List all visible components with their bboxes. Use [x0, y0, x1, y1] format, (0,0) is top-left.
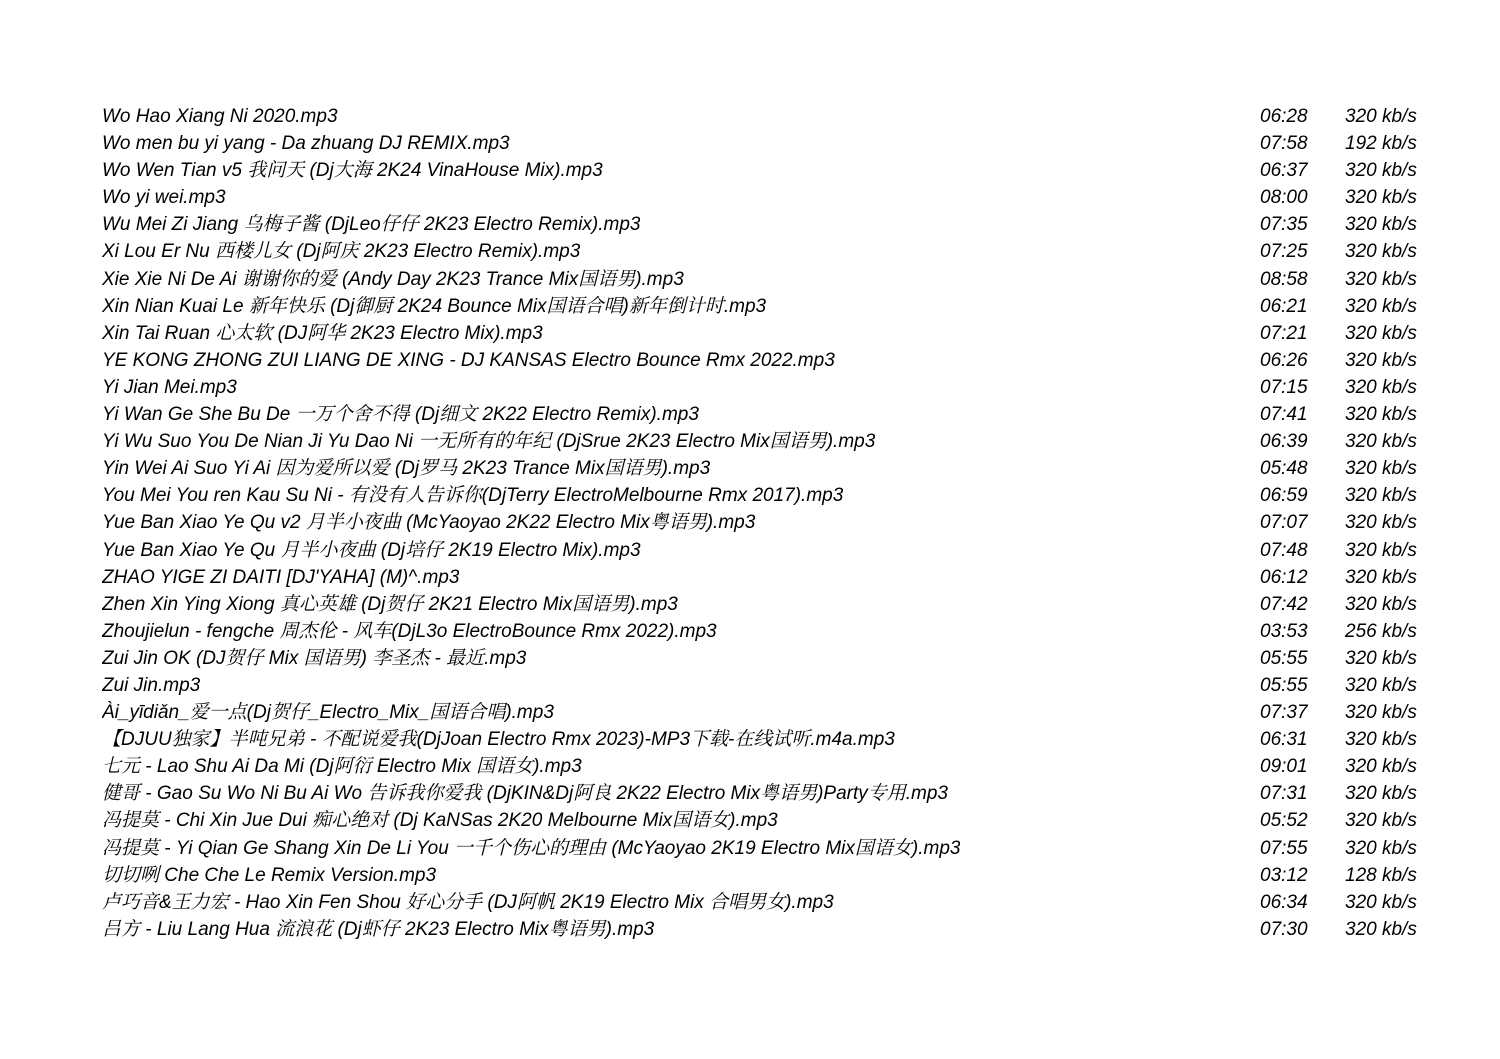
track-bitrate: 320 kb/s	[1345, 729, 1417, 751]
track-name: Xin Nian Kuai Le 新年快乐 (Dj御厨 2K24 Bounce Mix国语合唱)新年倒计时.mp3	[102, 295, 767, 317]
track-row	[102, 835, 1442, 862]
track-name: Xie Xie Ni De Ai 谢谢你的爱 (Andy Day 2K23 Trance Mix国语男).mp3	[102, 268, 684, 290]
track-duration: 07:55	[1260, 837, 1308, 859]
track-name: Zui Jin OK (DJ贺仔 Mix 国语男) 李圣杰 - 最近.mp3	[102, 647, 527, 669]
track-bitrate: 320 kb/s	[1345, 187, 1417, 209]
track-duration: 06:39	[1260, 431, 1308, 453]
track-name: 七元 - Lao Shu Ai Da Mi (Dj阿衍 Electro Mix 国语女).mp3	[102, 756, 582, 778]
track-name: Wo yi wei.mp3	[102, 187, 226, 209]
track-duration: 06:21	[1260, 295, 1308, 317]
track-duration: 06:37	[1260, 160, 1308, 182]
track-row	[102, 672, 1442, 699]
track-bitrate: 320 kb/s	[1345, 566, 1417, 588]
track-duration: 07:58	[1260, 133, 1308, 155]
track-name: 健哥 - Gao Su Wo Ni Bu Ai Wo 告诉我你爱我 (DjKIN&Dj阿良 2K22 Electro Mix粤语男)Party专用.mp3	[102, 783, 949, 805]
track-duration: 07:42	[1260, 593, 1308, 615]
track-name: Yin Wei Ai Suo Yi Ai 因为爱所以爱 (Dj罗马 2K23 Trance Mix国语男).mp3	[102, 458, 711, 480]
track-duration: 06:12	[1260, 566, 1308, 588]
track-bitrate: 320 kb/s	[1345, 241, 1417, 263]
track-duration: 05:55	[1260, 647, 1308, 669]
track-bitrate: 320 kb/s	[1345, 756, 1417, 778]
track-bitrate: 320 kb/s	[1345, 593, 1417, 615]
track-name: YE KONG ZHONG ZUI LIANG DE XING - DJ KANSAS Electro Bounce Rmx 2022.mp3	[102, 349, 835, 371]
track-duration: 07:35	[1260, 214, 1308, 236]
track-row	[102, 916, 1442, 943]
track-duration: 07:15	[1260, 376, 1308, 398]
track-duration: 06:59	[1260, 485, 1308, 507]
track-bitrate: 320 kb/s	[1345, 702, 1417, 724]
track-row	[102, 645, 1442, 672]
track-name: Yue Ban Xiao Ye Qu 月半小夜曲 (Dj培仔 2K19 Electro Mix).mp3	[102, 539, 641, 561]
track-name: Yi Jian Mei.mp3	[102, 376, 237, 398]
track-duration: 03:53	[1260, 620, 1308, 642]
track-row	[102, 211, 1442, 238]
track-row	[102, 780, 1442, 807]
track-duration: 05:48	[1260, 458, 1308, 480]
track-name: Zhoujielun - fengche 周杰伦 - 风车(DjL3o ElectroBounce Rmx 2022).mp3	[102, 620, 717, 642]
track-name: Yi Wu Suo You De Nian Ji Yu Dao Ni 一无所有的年纪 (DjSrue 2K23 Electro Mix国语男).mp3	[102, 431, 876, 453]
track-bitrate: 320 kb/s	[1345, 268, 1417, 290]
track-duration: 05:52	[1260, 810, 1308, 832]
track-duration: 06:26	[1260, 349, 1308, 371]
track-bitrate: 320 kb/s	[1345, 512, 1417, 534]
track-bitrate: 320 kb/s	[1345, 647, 1417, 669]
track-bitrate: 320 kb/s	[1345, 783, 1417, 805]
track-row	[102, 238, 1442, 265]
track-row	[102, 591, 1442, 618]
track-row	[102, 537, 1442, 564]
track-duration: 06:28	[1260, 106, 1308, 127]
track-bitrate: 320 kb/s	[1345, 485, 1417, 507]
track-bitrate: 128 kb/s	[1345, 864, 1417, 886]
track-duration: 07:41	[1260, 404, 1308, 426]
track-name: 卢巧音&王力宏 - Hao Xin Fen Shou 好心分手 (DJ阿帆 2K19 Electro Mix 合唱男女).mp3	[102, 891, 834, 913]
track-name: 冯提莫 - Yi Qian Ge Shang Xin De Li You 一千个伤心的理由 (McYaoyao 2K19 Electro Mix国语女).mp3	[102, 837, 961, 859]
track-duration: 07:30	[1260, 918, 1308, 940]
track-duration: 06:34	[1260, 891, 1308, 913]
track-duration: 07:48	[1260, 539, 1308, 561]
track-duration: 07:07	[1260, 512, 1308, 534]
track-duration: 07:31	[1260, 783, 1308, 805]
track-row	[102, 266, 1442, 293]
track-bitrate: 192 kb/s	[1345, 133, 1417, 155]
track-bitrate: 320 kb/s	[1345, 539, 1417, 561]
track-duration: 05:55	[1260, 674, 1308, 696]
track-name: Wu Mei Zi Jiang 乌梅子酱 (DjLeo仔仔 2K23 Electro Remix).mp3	[102, 214, 641, 236]
track-row	[102, 618, 1442, 645]
track-row	[102, 347, 1442, 374]
track-bitrate: 320 kb/s	[1345, 810, 1417, 832]
track-row	[102, 889, 1442, 916]
track-row	[102, 103, 1442, 130]
track-bitrate: 256 kb/s	[1345, 620, 1417, 642]
track-name: 吕方 - Liu Lang Hua 流浪花 (Dj虾仔 2K23 Electro Mix粤语男).mp3	[102, 918, 655, 940]
track-duration: 07:37	[1260, 702, 1308, 724]
track-row	[102, 807, 1442, 834]
track-duration: 06:31	[1260, 729, 1308, 751]
track-duration: 07:25	[1260, 241, 1308, 263]
track-name: You Mei You ren Kau Su Ni - 有没有人告诉你(DjTerry ElectroMelbourne Rmx 2017).mp3	[102, 485, 844, 507]
track-row	[102, 482, 1442, 509]
track-name: Xi Lou Er Nu 西楼儿女 (Dj阿庆 2K23 Electro Remix).mp3	[102, 241, 581, 263]
track-bitrate: 320 kb/s	[1345, 322, 1417, 344]
track-name: Wo Wen Tian v5 我问天 (Dj大海 2K24 VinaHouse Mix).mp3	[102, 160, 603, 182]
track-bitrate: 320 kb/s	[1345, 891, 1417, 913]
track-duration: 08:58	[1260, 268, 1308, 290]
track-row	[102, 862, 1442, 889]
track-duration: 09:01	[1260, 756, 1308, 778]
track-bitrate: 320 kb/s	[1345, 837, 1417, 859]
track-bitrate: 320 kb/s	[1345, 295, 1417, 317]
track-bitrate: 320 kb/s	[1345, 214, 1417, 236]
track-list	[102, 103, 1442, 943]
track-row	[102, 428, 1442, 455]
track-row	[102, 699, 1442, 726]
track-row	[102, 401, 1442, 428]
track-bitrate: 320 kb/s	[1345, 431, 1417, 453]
track-row	[102, 157, 1442, 184]
track-row	[102, 130, 1442, 157]
track-name: Zui Jin.mp3	[102, 674, 201, 696]
track-row	[102, 320, 1442, 347]
track-name: Ài_yīdiǎn_爱一点(Dj贺仔_Electro_Mix_国语合唱).mp3	[102, 702, 554, 724]
track-bitrate: 320 kb/s	[1345, 458, 1417, 480]
track-row	[102, 509, 1442, 536]
track-row	[102, 455, 1442, 482]
track-row	[102, 726, 1442, 753]
track-bitrate: 320 kb/s	[1345, 160, 1417, 182]
track-bitrate: 320 kb/s	[1345, 106, 1417, 127]
track-bitrate: 320 kb/s	[1345, 918, 1417, 940]
track-bitrate: 320 kb/s	[1345, 404, 1417, 426]
track-name: 冯提莫 - Chi Xin Jue Dui 痴心绝对 (Dj KaNSas 2K20 Melbourne Mix国语女).mp3	[102, 810, 778, 832]
track-name: 【DJUU独家】半吨兄弟 - 不配说爱我(DjJoan Electro Rmx 2023)-MP3下载-在线试听.m4a.mp3	[102, 729, 895, 751]
track-name: Wo men bu yi yang - Da zhuang DJ REMIX.mp3	[102, 133, 510, 155]
track-row	[102, 564, 1442, 591]
track-row	[102, 184, 1442, 211]
track-bitrate: 320 kb/s	[1345, 674, 1417, 696]
track-row	[102, 293, 1442, 320]
track-name: Yi Wan Ge She Bu De 一万个舍不得 (Dj细文 2K22 Electro Remix).mp3	[102, 404, 699, 426]
track-name: Yue Ban Xiao Ye Qu v2 月半小夜曲 (McYaoyao 2K22 Electro Mix粤语男).mp3	[102, 512, 756, 534]
track-name: Wo Hao Xiang Ni 2020.mp3	[102, 106, 338, 127]
track-name: 切切咧 Che Che Le Remix Version.mp3	[102, 864, 437, 886]
track-row	[102, 753, 1442, 780]
track-row	[102, 374, 1442, 401]
track-duration: 08:00	[1260, 187, 1308, 209]
track-duration: 07:21	[1260, 322, 1308, 344]
track-name: Xin Tai Ruan 心太软 (DJ阿华 2K23 Electro Mix).mp3	[102, 322, 543, 344]
track-duration: 03:12	[1260, 864, 1308, 886]
track-name: Zhen Xin Ying Xiong 真心英雄 (Dj贺仔 2K21 Electro Mix国语男).mp3	[102, 593, 678, 615]
track-bitrate: 320 kb/s	[1345, 376, 1417, 398]
track-name: ZHAO YIGE ZI DAITI [DJ'YAHA] (M)^.mp3	[102, 566, 460, 588]
track-bitrate: 320 kb/s	[1345, 349, 1417, 371]
